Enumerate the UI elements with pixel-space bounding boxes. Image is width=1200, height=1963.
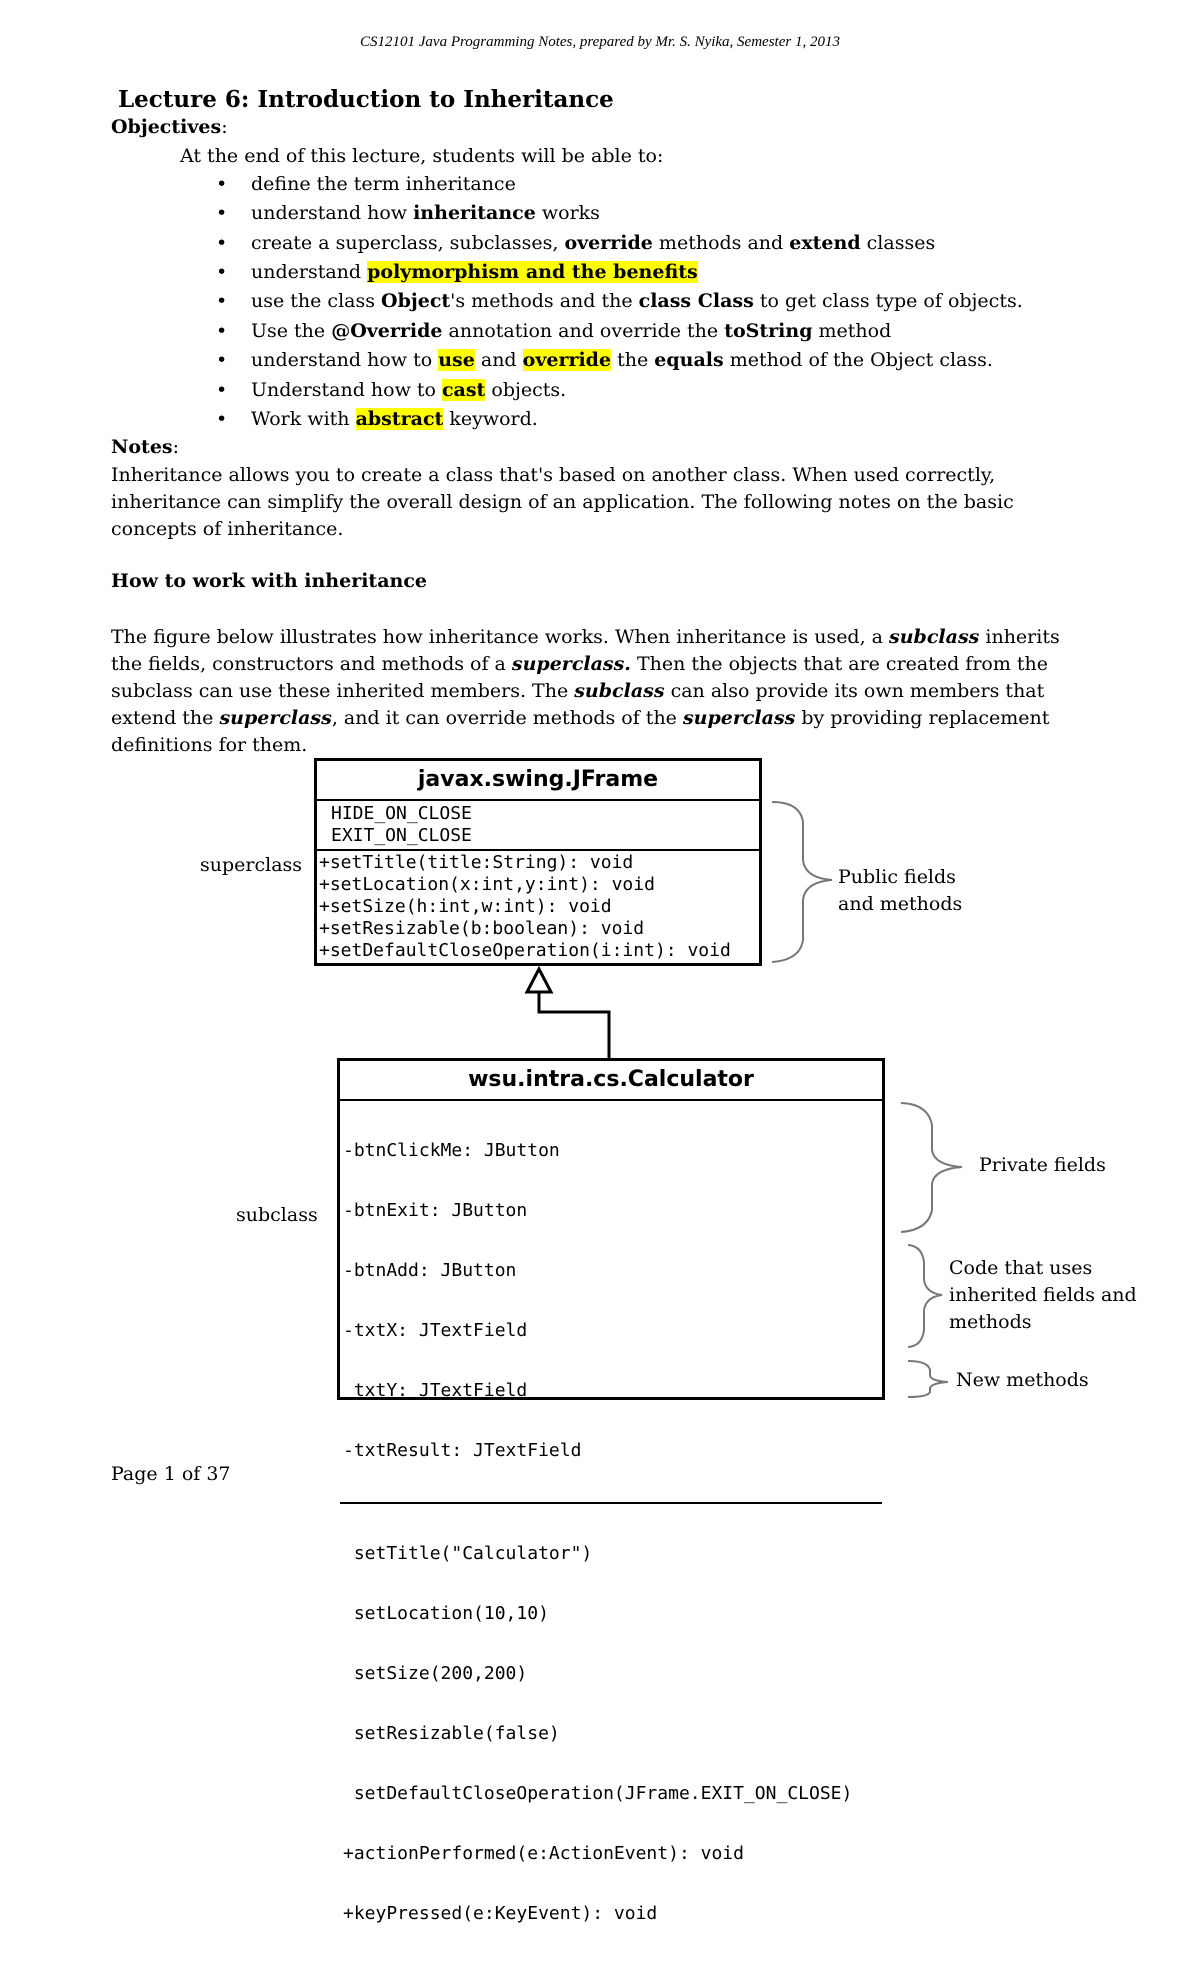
text-run: the [611, 349, 655, 371]
text-run: can also provide its own members that extend the [111, 680, 1045, 729]
highlighted-term: use [438, 349, 475, 371]
bullet-marker: • [216, 320, 228, 342]
text-run: define the term inheritance [251, 173, 516, 195]
text-run: understand how [251, 202, 414, 224]
bullet-marker: • [216, 379, 228, 401]
superclass-label: superclass [200, 854, 303, 876]
inheritance-arrowhead [527, 969, 551, 992]
text-run: to get class type of objects. [753, 290, 1023, 312]
text-run: , and it can override methods of the [331, 707, 683, 729]
text-run: Then the objects that are created from the subclass can use these inherited members. The [111, 653, 1049, 702]
bold-term: toString [724, 320, 813, 342]
bold-term: class Class [638, 290, 754, 312]
subclass-field: -btnExit: JButton [343, 1200, 528, 1221]
text-run: Understand how to [251, 379, 442, 401]
subclass-method: +actionPerformed(e:ActionEvent): void [343, 1843, 744, 1864]
text-run: The figure below illustrates how inheritance works. When inheritance is used, a [111, 626, 890, 648]
text-run: by providing replacement definitions for them. [111, 707, 1050, 756]
bullet-marker: • [216, 349, 228, 371]
superclass-method: +setDefaultCloseOperation(i:int): void [319, 940, 731, 961]
text-run: method [812, 320, 892, 342]
lecture-title: Lecture 6: Introduction to Inheritance [118, 86, 614, 113]
section-heading: How to work with inheritance [111, 570, 427, 592]
inherited-code-line: setDefaultCloseOperation(JFrame.EXIT_ON_CLOSE) [343, 1783, 853, 1804]
text-run: understand how to [251, 349, 439, 371]
subclass-field: -btnAdd: JButton [343, 1260, 517, 1281]
inherited-code-line: setSize(200,200) [343, 1663, 528, 1684]
text-run: works [535, 202, 600, 224]
highlighted-term: cast [441, 379, 486, 401]
text-run: classes [860, 232, 936, 254]
bold-term: Object [381, 290, 451, 312]
subclass-name: wsu.intra.cs.Calculator [468, 1067, 754, 1092]
bold-term: inheritance [413, 202, 536, 224]
text-run: and [474, 349, 523, 371]
notes-heading: Notes: [111, 436, 180, 458]
text-run: understand [251, 261, 368, 283]
bold-term: @Override [331, 320, 443, 342]
text-run: Work with [251, 408, 356, 430]
highlighted-term: abstract [355, 408, 444, 430]
superclass-method: +setSize(h:int,w:int): void [319, 896, 612, 917]
highlighted-term: override [522, 349, 612, 371]
superclass-method: +setLocation(x:int,y:int): void [319, 874, 655, 895]
superclass-method: +setTitle(title:String): void [319, 852, 634, 873]
text-run: Use the [251, 320, 332, 342]
subclass-methods [340, 1502, 882, 1963]
superclass-field: HIDE_ON_CLOSE [331, 803, 472, 824]
page-header: CS12101 Java Programming Notes, prepared by Mr. S. Nyika, Semester 1, 2013 [360, 34, 840, 50]
objectives-heading: Objectives: [111, 116, 228, 138]
page-footer: Page 1 of 37 [111, 1463, 231, 1485]
subclass-field: -btnClickMe: JButton [343, 1140, 560, 1161]
subclass-method: +keyPressed(e:KeyEvent): void [343, 1903, 658, 1924]
bullet-marker: • [216, 202, 228, 224]
superclass-method: +setResizable(b:boolean): void [319, 918, 645, 939]
notes-paragraph: Inheritance allows you to create a class that's based on another class. When used correctly, inheritance can simplify the overall design of an application. The following notes on the basic concepts of inheritance. [111, 464, 1014, 540]
subclass-field: txtY: JTextField [343, 1380, 528, 1401]
text-run: 's methods and the [450, 290, 639, 312]
bold-term: override [564, 232, 653, 254]
inherited-code-line: setTitle("Calculator") [343, 1543, 593, 1564]
text-run: create a superclass, subclasses, [251, 232, 565, 254]
bold-term: equals [654, 349, 724, 371]
bullet-marker: • [216, 232, 228, 254]
private-annotation: Private fields [979, 1154, 1106, 1176]
bullet-marker: • [216, 173, 228, 195]
subclass-field: -txtX: JTextField [343, 1320, 528, 1341]
bold-term: extend [789, 232, 861, 254]
private-brace [901, 1103, 962, 1232]
text-run: keyword. [443, 408, 538, 430]
emphasized-term: superclass. [511, 653, 631, 675]
superclass-name: javax.swing.JFrame [417, 767, 659, 792]
objectives-intro: At the end of this lecture, students will be able to: [180, 145, 664, 167]
text-run: annotation and override the [442, 320, 725, 342]
code-brace [908, 1245, 942, 1347]
text-run: methods and [652, 232, 790, 254]
emphasized-term: subclass [889, 626, 980, 648]
emphasized-term: superclass [219, 707, 332, 729]
public-brace [772, 802, 832, 962]
highlighted-term: polymorphism and the benefits [367, 261, 698, 283]
bullet-marker: • [216, 290, 228, 312]
subclass-field: -txtResult: JTextField [343, 1440, 582, 1461]
text-run: use the class [251, 290, 382, 312]
subclass-label: subclass [236, 1204, 318, 1226]
code-annotation: Code that uses inherited fields and methods [949, 1257, 1137, 1333]
bullet-marker: • [216, 408, 228, 430]
inheritance-line [539, 992, 609, 1058]
new-methods-annotation: New methods [956, 1369, 1089, 1391]
text-run: method of the Object class. [723, 349, 993, 371]
text-run: inherits the fields, constructors and methods of a [111, 626, 1060, 675]
inherited-code-line: setLocation(10,10) [343, 1603, 549, 1624]
new-methods-brace [908, 1361, 948, 1397]
bullet-marker: • [216, 261, 228, 283]
superclass-field: EXIT_ON_CLOSE [331, 825, 472, 846]
text-run: objects. [485, 379, 567, 401]
public-annotation: Public fields and methods [838, 866, 963, 915]
emphasized-term: subclass [574, 680, 665, 702]
inherited-code-line: setResizable(false) [343, 1723, 560, 1744]
emphasized-term: superclass [682, 707, 796, 729]
